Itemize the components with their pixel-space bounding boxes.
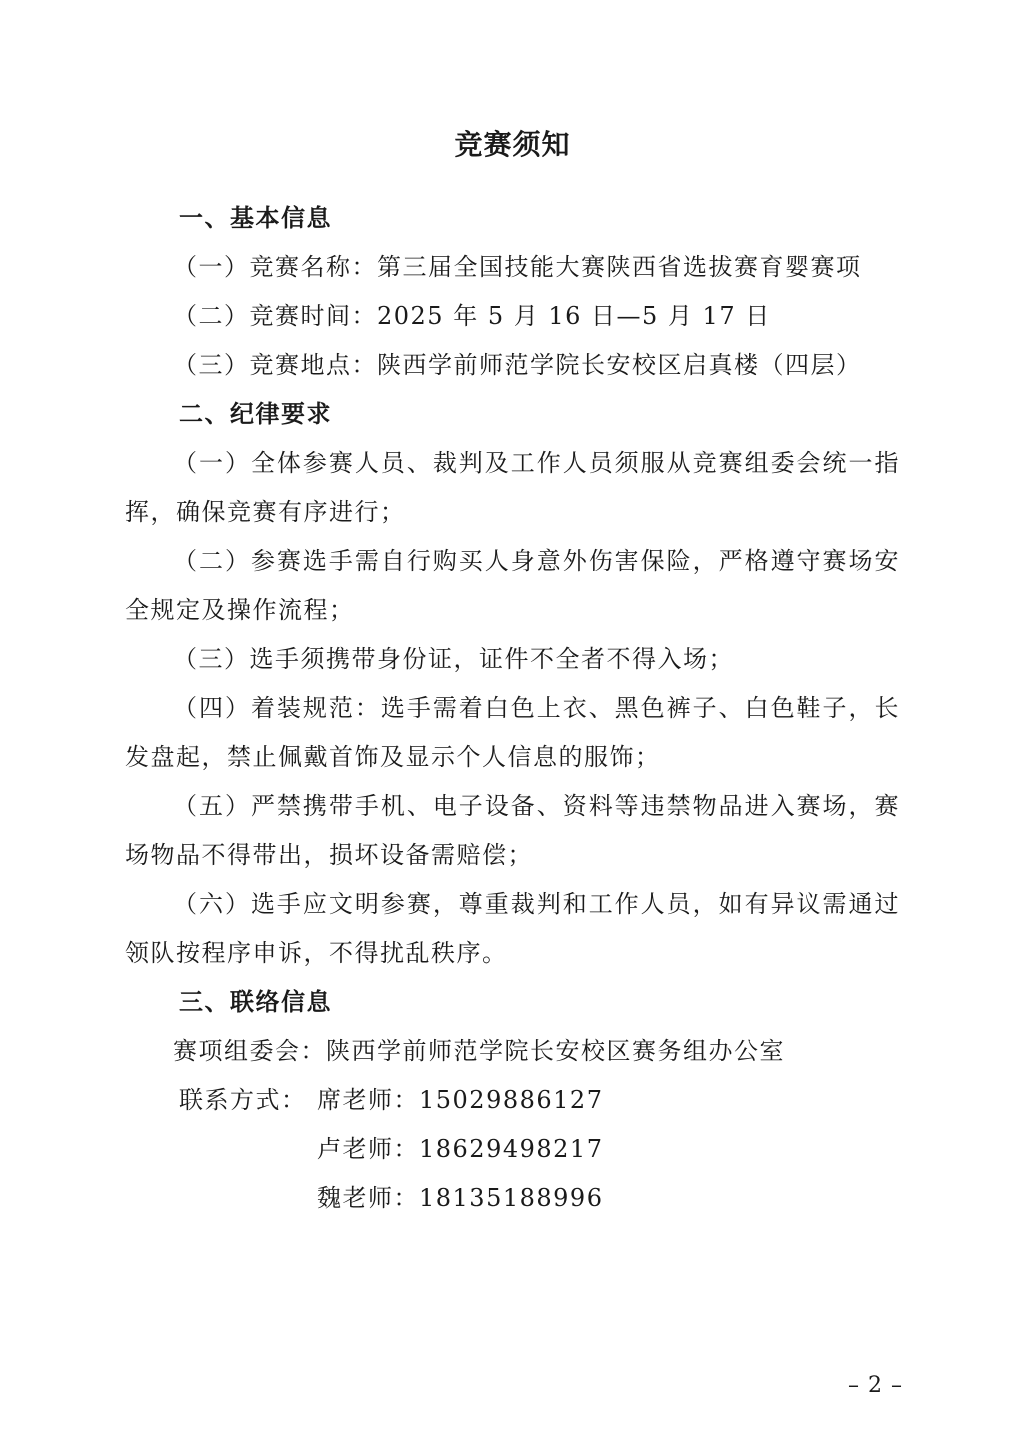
discipline-item: （二）参赛选手需自行购买人身意外伤害保险，严格遵守赛场安全规定及操作流程； bbox=[125, 547, 900, 624]
basic-info-item: （二）竞赛时间：2025 年 5 月 16 日—5 月 17 日 bbox=[173, 302, 771, 330]
page-number: – 2 – bbox=[848, 1373, 903, 1398]
page-title: 竞赛须知 bbox=[454, 128, 571, 161]
contact-row bbox=[125, 1174, 900, 1223]
organizing-committee: 赛项组委会：陕西学前师范学院长安校区赛务组办公室 bbox=[173, 1037, 785, 1065]
basic-info-item: （一）竞赛名称：第三届全国技能大赛陕西省选拔赛育婴赛项 bbox=[173, 253, 862, 281]
contact-row bbox=[125, 1125, 900, 1174]
discipline-item: （一）全体参赛人员、裁判及工作人员须服从竞赛组委会统一指挥，确保竞赛有序进行； bbox=[125, 449, 900, 526]
section-heading-basic-info: 一、基本信息 bbox=[179, 204, 332, 232]
document-page bbox=[125, 0, 900, 1448]
basic-info-item: （三）竞赛地点：陕西学前师范学院长安校区启真楼（四层） bbox=[173, 351, 862, 379]
contact-entry: 席老师：15029886127 bbox=[317, 1086, 604, 1114]
contact-label: 联系方式： bbox=[179, 1086, 307, 1114]
contact-entry: 卢老师：18629498217 bbox=[317, 1135, 604, 1163]
discipline-item: （五）严禁携带手机、电子设备、资料等违禁物品进入赛场，赛场物品不得带出，损坏设备需赔偿； bbox=[125, 792, 900, 869]
discipline-item: （三）选手须携带身份证，证件不全者不得入场； bbox=[173, 645, 734, 673]
discipline-item: （四）着装规范：选手需着白色上衣、黑色裤子、白色鞋子，长发盘起，禁止佩戴首饰及显示个人信息的服饰； bbox=[125, 694, 900, 771]
discipline-item: （六）选手应文明参赛，尊重裁判和工作人员，如有异议需通过领队按程序申诉，不得扰乱秩序。 bbox=[125, 890, 900, 967]
section-heading-discipline: 二、纪律要求 bbox=[179, 400, 332, 428]
document-body bbox=[125, 194, 900, 1223]
contact-entry: 魏老师：18135188996 bbox=[317, 1184, 604, 1212]
contact-row bbox=[125, 1076, 900, 1125]
section-heading-contact: 三、联络信息 bbox=[179, 988, 332, 1016]
